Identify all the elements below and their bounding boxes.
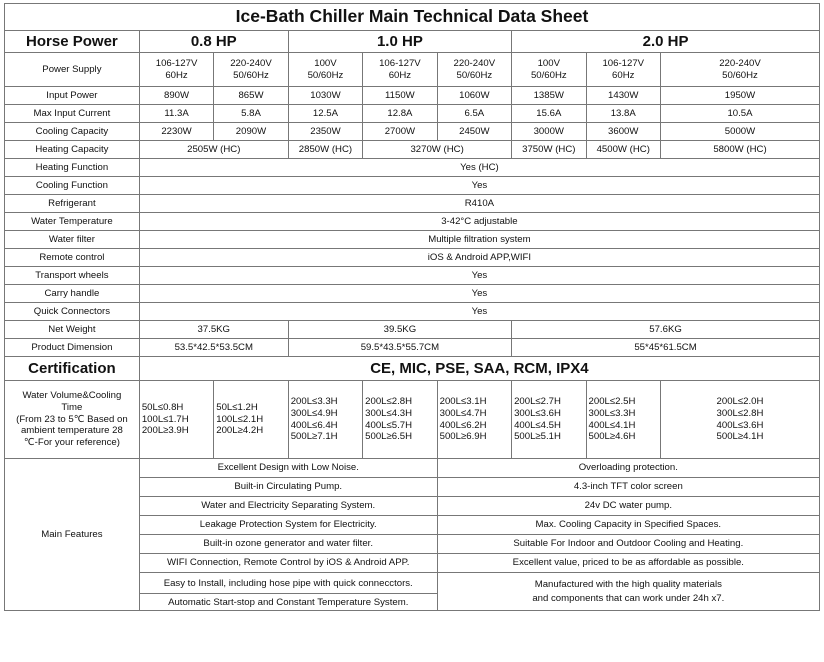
product-dimension-value: 59.5*43.5*55.7CM bbox=[288, 339, 511, 357]
feature-left: Built-in ozone generator and water filter. bbox=[139, 535, 437, 554]
input-power-value: 1030W bbox=[288, 87, 362, 105]
water-volume-cell: 200L≤2.5H 300L≤3.3H 400L≤4.1H 500L≥4.6H bbox=[586, 381, 660, 459]
input-power-value: 865W bbox=[214, 87, 288, 105]
feature-left: Leakage Protection System for Electricity. bbox=[139, 516, 437, 535]
remote-control-value: iOS & Android APP,WIFI bbox=[139, 249, 819, 267]
quick-connectors-value: Yes bbox=[139, 303, 819, 321]
cooling-capacity-value: 2450W bbox=[437, 123, 511, 141]
water-volume-cell: 200L≤3.3H 300L≤4.9H 400L≤6.4H 500L≥7.1H bbox=[288, 381, 362, 459]
max-input-current-value: 12.8A bbox=[363, 105, 437, 123]
net-weight-value: 37.5KG bbox=[139, 321, 288, 339]
power-supply-cell: 100V 50/60Hz bbox=[512, 53, 586, 87]
input-power-value: 1950W bbox=[660, 87, 819, 105]
water-temperature-value: 3-42°C adjustable bbox=[139, 213, 819, 231]
certification-label: Certification bbox=[5, 357, 140, 381]
power-supply-cell: 106-127V 60Hz bbox=[139, 53, 213, 87]
water-volume-label: Water Volume&Cooling Time (From 23 to 5℃ Based on ambient temperature 28 ℃-For your reference) bbox=[5, 381, 140, 459]
heating-function-label: Heating Function bbox=[5, 159, 140, 177]
cooling-function-label: Cooling Function bbox=[5, 177, 140, 195]
carry-handle-label: Carry handle bbox=[5, 285, 140, 303]
heating-capacity-value: 2850W (HC) bbox=[288, 141, 362, 159]
water-volume-cell: 200L≤2.8H 300L≤4.3H 400L≤5.7H 500L≥6.5H bbox=[363, 381, 437, 459]
heating-capacity-value: 2505W (HC) bbox=[139, 141, 288, 159]
heating-function-value: Yes (HC) bbox=[139, 159, 819, 177]
water-volume-cell: 50L≤0.8H 100L≤1.7H 200L≥3.9H bbox=[139, 381, 213, 459]
max-input-current-value: 15.6A bbox=[512, 105, 586, 123]
feature-right: 4.3-inch TFT color screen bbox=[437, 478, 819, 497]
main-features-label: Main Features bbox=[5, 459, 140, 611]
certification-value: CE, MIC, PSE, SAA, RCM, IPX4 bbox=[139, 357, 819, 381]
remote-control-label: Remote control bbox=[5, 249, 140, 267]
feature-right: Suitable For Indoor and Outdoor Cooling and Heating. bbox=[437, 535, 819, 554]
power-supply-cell: 106-127V 60Hz bbox=[363, 53, 437, 87]
heating-capacity-value: 3750W (HC) bbox=[512, 141, 586, 159]
net-weight-label: Net Weight bbox=[5, 321, 140, 339]
net-weight-value: 39.5KG bbox=[288, 321, 511, 339]
transport-wheels-value: Yes bbox=[139, 267, 819, 285]
power-supply-label: Power Supply bbox=[5, 53, 140, 87]
hp-2-0: 2.0 HP bbox=[512, 31, 820, 53]
input-power-label: Input Power bbox=[5, 87, 140, 105]
data-sheet bbox=[4, 3, 820, 655]
product-dimension-label: Product Dimension bbox=[5, 339, 140, 357]
heating-capacity-value: 5800W (HC) bbox=[660, 141, 819, 159]
input-power-value: 1385W bbox=[512, 87, 586, 105]
input-power-value: 1150W bbox=[363, 87, 437, 105]
feature-left: WIFI Connection, Remote Control by iOS & Android APP. bbox=[139, 554, 437, 573]
max-input-current-value: 10.5A bbox=[660, 105, 819, 123]
quick-connectors-label: Quick Connectors bbox=[5, 303, 140, 321]
heating-capacity-value: 4500W (HC) bbox=[586, 141, 660, 159]
water-temperature-label: Water Temperature bbox=[5, 213, 140, 231]
feature-right: 24v DC water pump. bbox=[437, 497, 819, 516]
cooling-capacity-label: Cooling Capacity bbox=[5, 123, 140, 141]
power-supply-cell: 220-240V 50/60Hz bbox=[214, 53, 288, 87]
max-input-current-value: 13.8A bbox=[586, 105, 660, 123]
cooling-capacity-value: 2090W bbox=[214, 123, 288, 141]
transport-wheels-label: Transport wheels bbox=[5, 267, 140, 285]
heating-capacity-label: Heating Capacity bbox=[5, 141, 140, 159]
product-dimension-value: 55*45*61.5CM bbox=[512, 339, 820, 357]
power-supply-cell: 106-127V 60Hz bbox=[586, 53, 660, 87]
cooling-function-value: Yes bbox=[139, 177, 819, 195]
refrigerant-label: Refrigerant bbox=[5, 195, 140, 213]
heating-capacity-value: 3270W (HC) bbox=[363, 141, 512, 159]
product-dimension-value: 53.5*42.5*53.5CM bbox=[139, 339, 288, 357]
water-filter-label: Water filter bbox=[5, 231, 140, 249]
water-volume-cell: 200L≤2.7H 300L≤3.6H 400L≤4.5H 500L≥5.1H bbox=[512, 381, 586, 459]
cooling-capacity-value: 2700W bbox=[363, 123, 437, 141]
max-input-current-value: 6.5A bbox=[437, 105, 511, 123]
power-supply-cell: 100V 50/60Hz bbox=[288, 53, 362, 87]
page-title: Ice-Bath Chiller Main Technical Data Sheet bbox=[5, 4, 820, 31]
max-input-current-value: 11.3A bbox=[139, 105, 213, 123]
power-supply-cell: 220-240V 50/60Hz bbox=[660, 53, 819, 87]
input-power-value: 1430W bbox=[586, 87, 660, 105]
cooling-capacity-value: 3000W bbox=[512, 123, 586, 141]
net-weight-value: 57.6KG bbox=[512, 321, 820, 339]
hp-0-8: 0.8 HP bbox=[139, 31, 288, 53]
max-input-current-value: 12.5A bbox=[288, 105, 362, 123]
hp-1-0: 1.0 HP bbox=[288, 31, 511, 53]
feature-left: Built-in Circulating Pump. bbox=[139, 478, 437, 497]
feature-left: Easy to Install, including hose pipe with quick connecctors. Automatic Start-stop and Constant Temperature System. bbox=[139, 573, 437, 611]
feature-right: Manufactured with the high quality materials and components that can work under 24h x7. bbox=[437, 573, 819, 611]
water-volume-cell: 200L≤2.0H 300L≤2.8H 400L≤3.6H 500L≥4.1H bbox=[660, 381, 819, 459]
power-supply-cell: 220-240V 50/60Hz bbox=[437, 53, 511, 87]
max-input-current-value: 5.8A bbox=[214, 105, 288, 123]
cooling-capacity-value: 3600W bbox=[586, 123, 660, 141]
water-volume-cell: 200L≤3.1H 300L≤4.7H 400L≤6.2H 500L≥6.9H bbox=[437, 381, 511, 459]
cooling-capacity-value: 5000W bbox=[660, 123, 819, 141]
feature-right: Max. Cooling Capacity in Specified Spaces. bbox=[437, 516, 819, 535]
horse-power-label: Horse Power bbox=[5, 31, 140, 53]
max-input-current-label: Max Input Current bbox=[5, 105, 140, 123]
carry-handle-value: Yes bbox=[139, 285, 819, 303]
input-power-value: 890W bbox=[139, 87, 213, 105]
feature-right: Excellent value, priced to be as affordable as possible. bbox=[437, 554, 819, 573]
feature-right: Overloading protection. bbox=[437, 459, 819, 478]
spec-table bbox=[4, 3, 820, 611]
feature-left: Water and Electricity Separating System. bbox=[139, 497, 437, 516]
refrigerant-value: R410A bbox=[139, 195, 819, 213]
input-power-value: 1060W bbox=[437, 87, 511, 105]
cooling-capacity-value: 2230W bbox=[139, 123, 213, 141]
feature-left: Excellent Design with Low Noise. bbox=[139, 459, 437, 478]
water-volume-cell: 50L≤1.2H 100L≤2.1H 200L≥4.2H bbox=[214, 381, 288, 459]
cooling-capacity-value: 2350W bbox=[288, 123, 362, 141]
water-filter-value: Multiple filtration system bbox=[139, 231, 819, 249]
